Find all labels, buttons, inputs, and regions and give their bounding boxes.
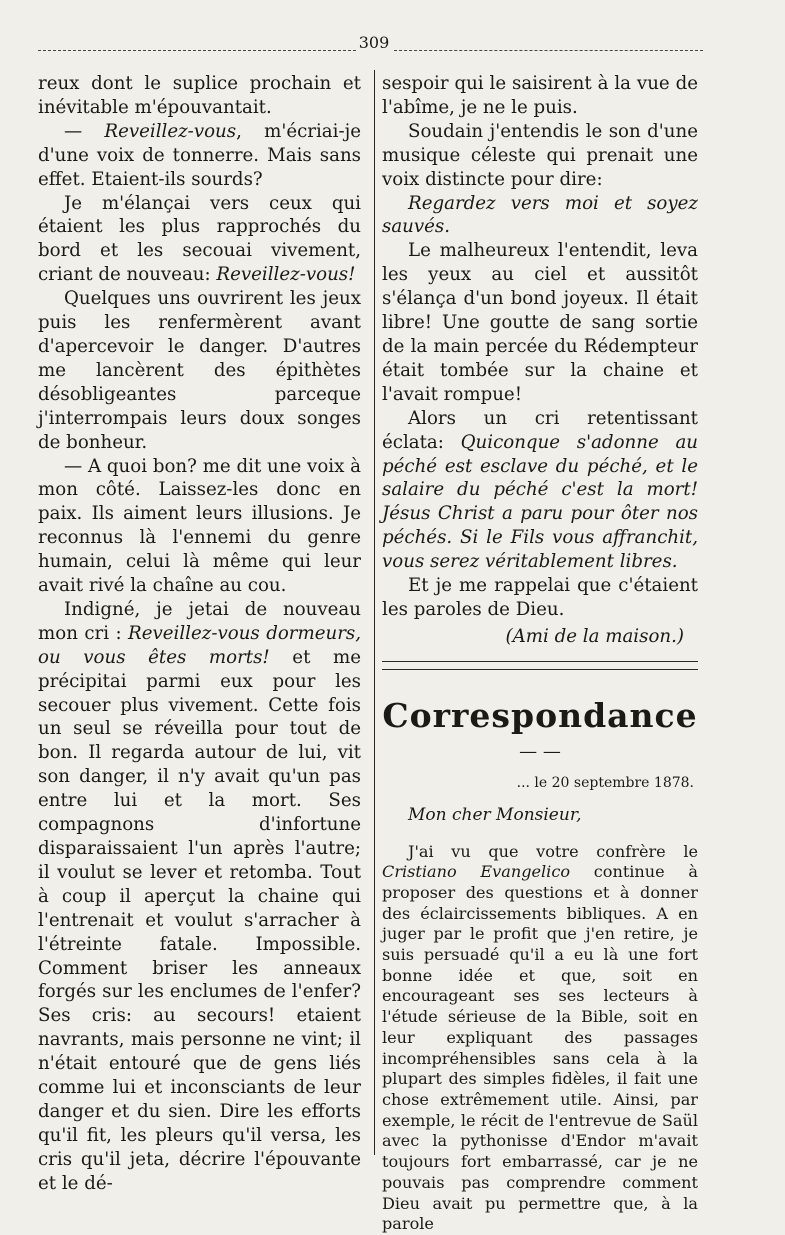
source-attribution: (Ami de la maison.) — [505, 625, 684, 647]
letter-body: J'ai vu que votre confrère le Cristiano Evangelico continue à proposer des questions et à donner des éclaircissements bibliques. A en juger par le profit que j'en retire, je suis persuadé qu'il a eu là une fort bonne idée et que, soit en encourageant ses ses lecteurs à l'étude sérieuse de la Bible, soit en leur expliquant des passages incompréhensibles sans cela à la plupart des simples fidèles, il fait une chose extrêmement utile. Ainsi, par exemple, le récit de l'entrevue de Saül avec la pythonisse d'Endor m'avait toujours fort embarrassé, car je ne pouvais pas comprendre comment Dieu avait pu permettre que, à la parole — [382, 841, 699, 1234]
left-column — [38, 72, 361, 1196]
section-title: Correspondance — [382, 695, 698, 735]
salutation: Mon cher Monsieur, — [408, 804, 582, 825]
section-divider — [382, 661, 698, 670]
page-number: 309 — [356, 33, 392, 52]
column-divider — [374, 70, 375, 1155]
paragraph: Je m'élançai vers ceux qui étaient les plus rapprochés du bord et les secouai vivement, criant de nouveau: Reveillez-vous! — [38, 192, 361, 286]
paragraph: — Reveillez-vous, m'écriai-je d'une voix de tonnerre. Mais sans effet. Etaient-ils sourds? — [38, 120, 361, 190]
paragraph: Indigné, je jetai de nouveau mon cri : Reveillez-vous dormeurs, ou vous êtes morts! et me précipitai parmi eux pour les secouer plus vivement. Cette fois un seul se réveilla pour tout de bon. Il regarda autour de lui, vit son danger, il n'y avait qu'un pas entre lui et la mort. Ses compagnons d'infortune disparaissaient l'un après l'autre; il voulut se lever et retomba. Tout à coup il aperçut la chaine qui l'entrenait et voulut s'arracher à l'étreinte fatale. Impossible. Comment briser les anneaux forgés sur les enclumes de l'enfer? Ses cris: au secours! etaient navrants, mais personne ne vint; il n'était entouré que de gens liés comme lui et inconsciants de leur danger et du sien. Dire les efforts qu'il fit, les pleurs qu'il versa, les cris qu'il jeta, décrire l'épouvante et le dé- — [38, 598, 362, 1194]
paragraph: Soudain j'entendis le son d'une musique céleste qui prenait une voix distincte pour dire: — [382, 120, 698, 190]
paragraph: Alors un cri retentissant éclata: Quiconque s'adonne au péché est esclave du péché, et le salaire du péché c'est la mort! Jésus Christ a paru pour ôter nos péchés. Si le Fils vous affranchit, vous serez véritablement libres. — [382, 407, 698, 573]
paragraph: — A quoi bon? me dit une voix à mon côté. Laissez-les donc en paix. Ils aiment leurs illusions. Je reconnus là l'ennemi du genre humain, celui là même qui leur avait rivé la chaîne au cou. — [38, 455, 361, 597]
dateline: ... le 20 septembre 1878. — [516, 774, 694, 791]
paragraph: reux dont le suplice prochain et inévitable m'épouvantait. — [38, 73, 361, 118]
paragraph: sespoir qui le saisirent à la vue de l'abîme, je ne le puis. — [382, 73, 698, 118]
paragraph: Quelques uns ouvrirent les jeux puis les renfermèrent avant d'apercevoir le danger. D'autres me lancèrent des épithètes désobligeantes parceque j'interrompais leurs doux songes de bonheur. — [38, 288, 361, 453]
right-column — [382, 72, 698, 1235]
title-dash: — — — [519, 740, 561, 762]
paragraph: Regardez vers moi et soyez sauvés. — [382, 192, 698, 238]
paragraph: Le malheureux l'entendit, leva les yeux au ciel et aussitôt s'élança d'un bond joyeux. Il était libre! Une goutte de sang sortie de la main percée du Rédempteur était tombée sur la chaine et l'avait rompue! — [382, 240, 698, 405]
paragraph: Et je me rappelai que c'étaient les paroles de Dieu. — [382, 575, 698, 620]
